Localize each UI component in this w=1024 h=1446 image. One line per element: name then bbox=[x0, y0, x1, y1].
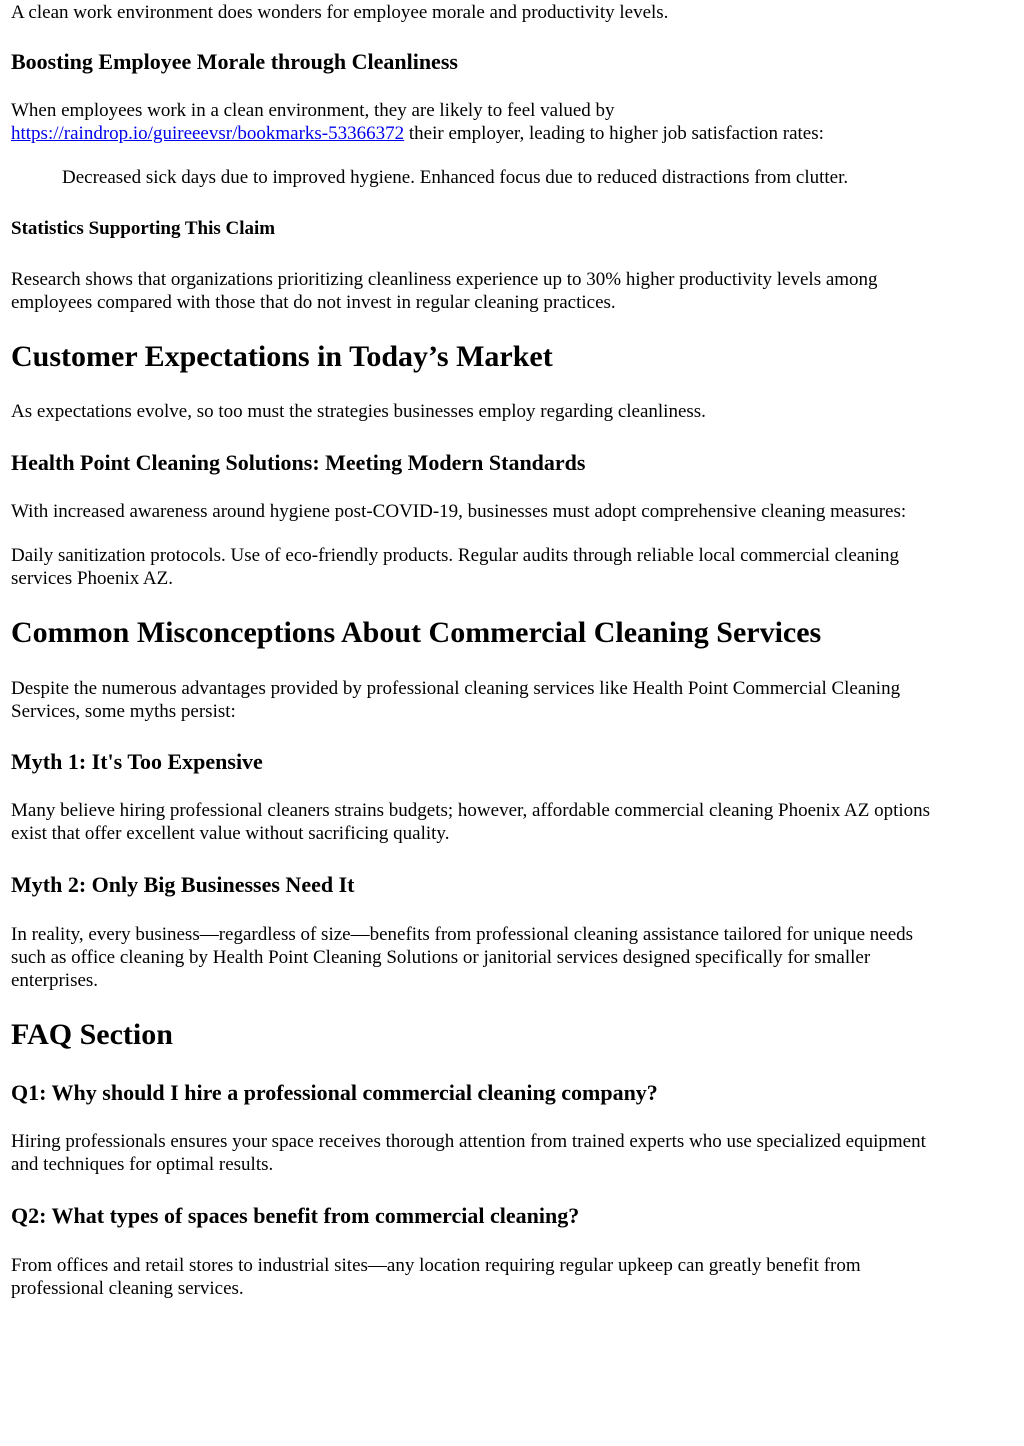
morale-list: Decreased sick days due to improved hygiene. Enhanced focus due to reduced distractions from clutter. bbox=[62, 167, 849, 188]
myth1-heading: Myth 1: It's Too Expensive bbox=[11, 749, 263, 774]
misconceptions-heading: Common Misconceptions About Commercial Cleaning Services bbox=[11, 616, 822, 649]
morale-paragraph-line2-rest: their employer, leading to higher job satisfaction rates: bbox=[404, 123, 824, 144]
health-point-paragraph: With increased awareness around hygiene post-COVID-19, businesses must adopt comprehensive cleaning measures: bbox=[11, 501, 907, 522]
faq-heading: FAQ Section bbox=[11, 1018, 173, 1051]
faq-q1-answer-line1: Hiring professionals ensures your space receives thorough attention from trained experts who use specialized equipment bbox=[11, 1131, 926, 1152]
faq-q1-answer-line2: and techniques for optimal results. bbox=[11, 1154, 274, 1175]
faq-q2-answer-line2: professional cleaning services. bbox=[11, 1278, 244, 1299]
myth1-paragraph-line1: Many believe hiring professional cleaners strains budgets; however, affordable commercial cleaning Phoenix AZ options bbox=[11, 800, 931, 821]
health-point-list-line2: services Phoenix AZ. bbox=[11, 568, 174, 589]
myth2-heading: Myth 2: Only Big Businesses Need It bbox=[11, 872, 355, 897]
statistics-paragraph-line1: Research shows that organizations prioritizing cleanliness experience up to 30% higher productivity levels among bbox=[11, 269, 878, 290]
faq-q2-question: Q2: What types of spaces benefit from commercial cleaning? bbox=[11, 1203, 580, 1228]
myth1-paragraph-line2: exist that offer excellent value without sacrificing quality. bbox=[11, 823, 450, 844]
myth2-paragraph-line2: such as office cleaning by Health Point Cleaning Solutions or janitorial services designed specifically for smaller bbox=[11, 947, 871, 968]
faq-q1-question: Q1: Why should I hire a professional commercial cleaning company? bbox=[11, 1080, 658, 1105]
raindrop-bookmarks-link[interactable]: https://raindrop.io/guireeevsr/bookmarks-53366372 bbox=[11, 123, 405, 144]
statistics-heading: Statistics Supporting This Claim bbox=[11, 218, 276, 239]
morale-heading: Boosting Employee Morale through Cleanliness bbox=[11, 49, 458, 74]
customer-paragraph: As expectations evolve, so too must the strategies businesses employ regarding cleanliness. bbox=[11, 401, 706, 422]
statistics-paragraph-line2: employees compared with those that do not invest in regular cleaning practices. bbox=[11, 292, 616, 313]
morale-paragraph-line2 bbox=[11, 122, 824, 145]
health-point-list-line1: Daily sanitization protocols. Use of eco-friendly products. Regular audits through reliable local commercial cleaning bbox=[11, 545, 899, 566]
myth2-paragraph-line1: In reality, every business—regardless of size—benefits from professional cleaning assistance tailored for unique needs bbox=[11, 924, 914, 945]
intro-paragraph: A clean work environment does wonders for employee morale and productivity levels. bbox=[11, 2, 669, 23]
health-point-heading: Health Point Cleaning Solutions: Meeting Modern Standards bbox=[11, 450, 586, 475]
customer-heading: Customer Expectations in Today’s Market bbox=[11, 340, 553, 373]
misconceptions-paragraph-line1: Despite the numerous advantages provided by professional cleaning services like Health Point Commercial Cleaning bbox=[11, 678, 901, 699]
faq-q2-answer-line1: From offices and retail stores to industrial sites—any location requiring regular upkeep can greatly benefit from bbox=[11, 1255, 861, 1276]
myth2-paragraph-line3: enterprises. bbox=[11, 970, 99, 991]
morale-paragraph-line1: When employees work in a clean environment, they are likely to feel valued by bbox=[11, 100, 615, 121]
misconceptions-paragraph-line2: Services, some myths persist: bbox=[11, 701, 236, 722]
